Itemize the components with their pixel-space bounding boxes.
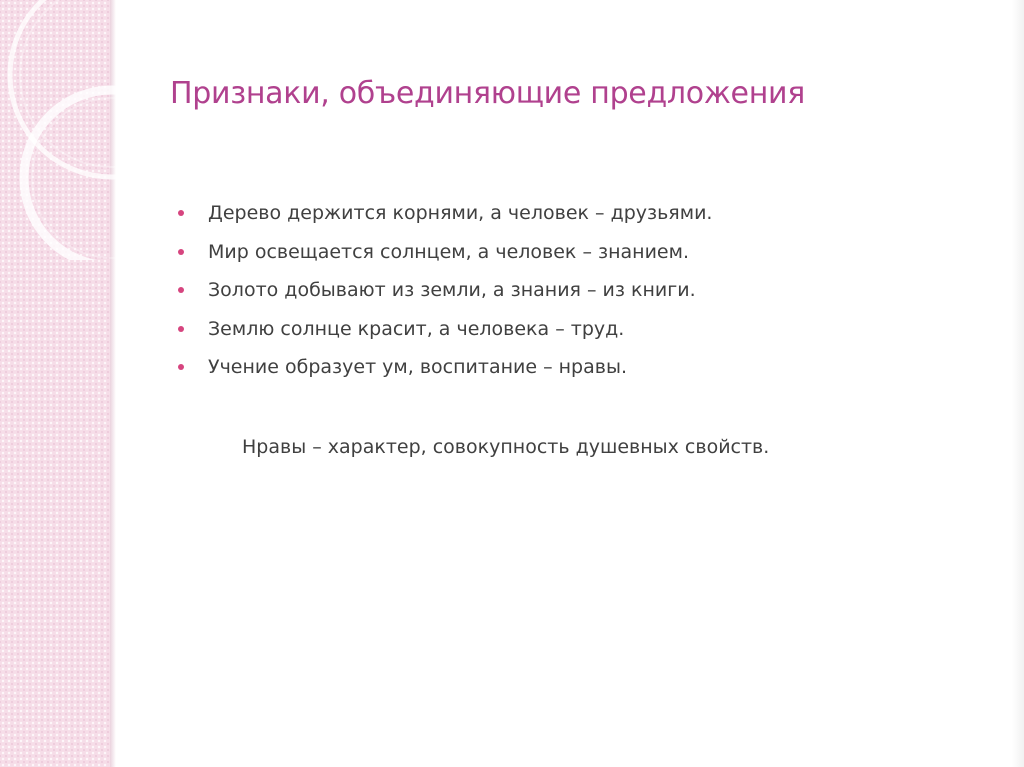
bullet-dot-icon: [178, 210, 184, 216]
slide-title: Признаки, объединяющие предложения: [170, 76, 805, 111]
decorative-rings: [0, 0, 140, 260]
bullet-item: [176, 310, 956, 349]
bullet-text: Мир освещается солнцем, а человек – знанием.: [208, 240, 689, 263]
bullet-list: [176, 194, 956, 387]
bullet-text: Учение образует ум, воспитание – нравы.: [208, 356, 627, 378]
bullet-dot-icon: [178, 326, 184, 332]
bullet-item: [176, 194, 956, 233]
bullet-dot-icon: [178, 364, 184, 370]
bullet-text: Дерево держится корнями, а человек – друзьями.: [208, 202, 713, 224]
right-edge-shadow: [1012, 0, 1024, 767]
bullet-item: [176, 271, 956, 310]
bullet-text: Землю солнце красит, а человека – труд.: [208, 317, 625, 340]
bullet-item: [176, 233, 956, 272]
bullet-dot-icon: [178, 249, 184, 255]
definition-note: Нравы – характер, совокупность душевных свойств.: [242, 436, 770, 458]
bullet-item: [176, 348, 956, 387]
bullet-text: Золото добывают из земли, а знания – из книги.: [208, 279, 696, 301]
bullet-dot-icon: [178, 287, 184, 293]
